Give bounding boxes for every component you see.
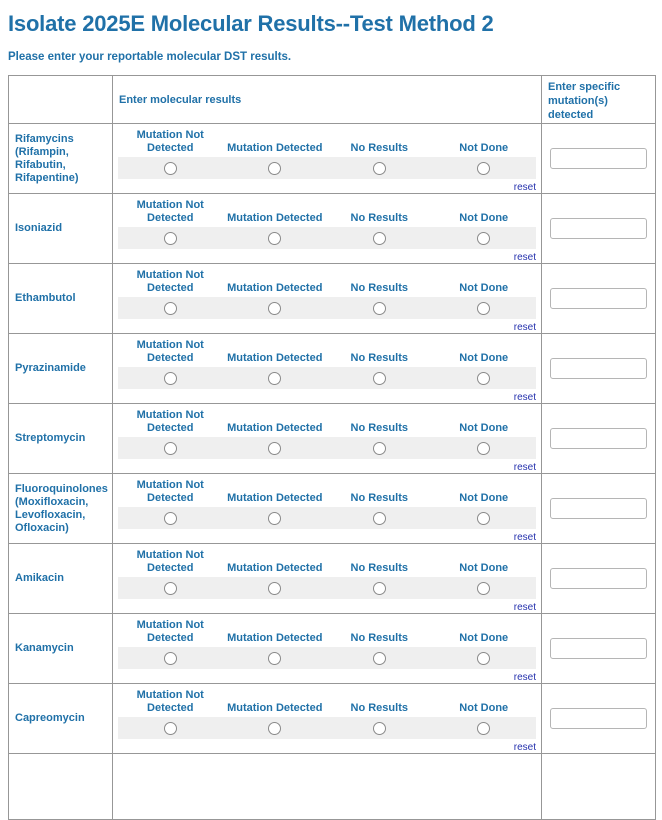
results-cell <box>113 754 542 820</box>
radio-cell <box>432 232 537 245</box>
option-label: Mutation Detected <box>227 562 323 574</box>
option-label: Not Done <box>459 142 509 154</box>
radio-strip <box>118 227 536 249</box>
radio-cell <box>118 302 223 315</box>
option-label: Mutation Not Detected <box>136 269 204 294</box>
mutation-input[interactable] <box>550 358 647 379</box>
radio-option[interactable] <box>164 512 177 525</box>
results-cell <box>113 404 542 474</box>
radio-strip <box>118 647 536 669</box>
reset-link[interactable]: reset <box>513 182 536 193</box>
mutation-input[interactable] <box>550 498 647 519</box>
option-label: Mutation Detected <box>227 492 323 504</box>
option-label: Mutation Detected <box>227 632 323 644</box>
radio-strip <box>118 157 536 179</box>
radio-cell <box>432 582 537 595</box>
mutation-cell <box>542 404 656 474</box>
radio-option[interactable] <box>164 442 177 455</box>
table-row <box>9 474 656 544</box>
radio-strip <box>118 577 536 599</box>
radio-option[interactable] <box>268 442 281 455</box>
option-label: Mutation Detected <box>227 702 323 714</box>
results-cell <box>113 334 542 404</box>
radio-cell <box>327 162 432 175</box>
option-labels <box>118 479 536 507</box>
radio-cell <box>327 582 432 595</box>
option-label: Not Done <box>459 702 509 714</box>
drug-name: Isoniazid <box>9 194 113 264</box>
option-label: Not Done <box>459 282 509 294</box>
radio-option[interactable] <box>164 302 177 315</box>
table-row <box>9 334 656 404</box>
radio-cell <box>432 162 537 175</box>
radio-option[interactable] <box>477 162 490 175</box>
radio-cell <box>432 372 537 385</box>
radio-cell <box>432 652 537 665</box>
radio-option[interactable] <box>373 162 386 175</box>
reset-link[interactable]: reset <box>513 672 536 683</box>
radio-cell <box>327 302 432 315</box>
option-labels <box>118 619 536 647</box>
reset-line <box>118 460 536 473</box>
mutation-input[interactable] <box>550 288 647 309</box>
radio-option[interactable] <box>477 442 490 455</box>
option-label: Mutation Detected <box>227 352 323 364</box>
radio-option[interactable] <box>373 722 386 735</box>
mutation-cell <box>542 334 656 404</box>
option-label: No Results <box>350 352 408 364</box>
radio-cell <box>432 512 537 525</box>
reset-link[interactable]: reset <box>513 392 536 403</box>
radio-option[interactable] <box>373 232 386 245</box>
radio-cell <box>118 162 223 175</box>
reset-line <box>118 670 536 683</box>
mutation-cell <box>542 124 656 194</box>
results-cell <box>113 614 542 684</box>
radio-strip <box>118 437 536 459</box>
mutation-input[interactable] <box>550 708 647 729</box>
option-label: No Results <box>350 632 408 644</box>
option-label: Mutation Not Detected <box>136 199 204 224</box>
table-row <box>9 264 656 334</box>
reset-link[interactable]: reset <box>513 322 536 333</box>
option-label: Not Done <box>459 352 509 364</box>
radio-cell <box>223 582 328 595</box>
option-label: Mutation Not Detected <box>136 619 204 644</box>
reset-link[interactable]: reset <box>513 742 536 753</box>
option-label: No Results <box>350 212 408 224</box>
option-label: Mutation Not Detected <box>136 479 204 504</box>
reset-line <box>118 530 536 543</box>
mutation-cell <box>542 264 656 334</box>
results-column-header: Enter molecular results <box>113 76 542 124</box>
option-labels <box>118 269 536 297</box>
radio-option[interactable] <box>164 652 177 665</box>
radio-cell <box>327 722 432 735</box>
mutation-input[interactable] <box>550 638 647 659</box>
reset-line <box>118 600 536 613</box>
reset-line <box>118 180 536 193</box>
mutation-cell <box>542 614 656 684</box>
option-label: Mutation Detected <box>227 142 323 154</box>
option-labels <box>118 129 536 157</box>
drug-name: Pyrazinamide <box>9 334 113 404</box>
drug-name: Amikacin <box>9 544 113 614</box>
radio-option[interactable] <box>268 162 281 175</box>
radio-cell <box>327 232 432 245</box>
radio-cell <box>223 512 328 525</box>
radio-strip <box>118 367 536 389</box>
results-cell <box>113 684 542 754</box>
option-label: Not Done <box>459 492 509 504</box>
option-labels <box>118 689 536 717</box>
radio-option[interactable] <box>268 652 281 665</box>
mutation-input[interactable] <box>550 218 647 239</box>
radio-option[interactable] <box>268 722 281 735</box>
results-cell <box>113 124 542 194</box>
radio-cell <box>432 442 537 455</box>
radio-cell <box>118 232 223 245</box>
reset-line <box>118 740 536 753</box>
radio-option[interactable] <box>477 722 490 735</box>
reset-line <box>118 320 536 333</box>
option-label: Not Done <box>459 212 509 224</box>
mutation-input[interactable] <box>550 568 647 589</box>
option-label: Mutation Not Detected <box>136 339 204 364</box>
drug-name: Capreomycin <box>9 684 113 754</box>
page-subtitle: Please enter your reportable molecular DST results. <box>8 51 292 63</box>
radio-cell <box>118 582 223 595</box>
mutation-cell <box>542 684 656 754</box>
reset-link[interactable]: reset <box>513 252 536 263</box>
option-label: Mutation Not Detected <box>136 409 204 434</box>
radio-option[interactable] <box>373 652 386 665</box>
radio-cell <box>223 162 328 175</box>
radio-option[interactable] <box>268 582 281 595</box>
radio-cell <box>327 442 432 455</box>
radio-cell <box>223 302 328 315</box>
mutation-cell <box>542 474 656 544</box>
reset-line <box>118 250 536 263</box>
option-labels <box>118 549 536 577</box>
option-label: No Results <box>350 282 408 294</box>
option-label: No Results <box>350 702 408 714</box>
radio-option[interactable] <box>164 722 177 735</box>
radio-option[interactable] <box>164 232 177 245</box>
option-label: Mutation Detected <box>227 422 323 434</box>
mutation-cell <box>542 754 656 820</box>
radio-option[interactable] <box>164 162 177 175</box>
radio-cell <box>118 722 223 735</box>
radio-option[interactable] <box>477 512 490 525</box>
table-row <box>9 124 656 194</box>
radio-strip <box>118 297 536 319</box>
radio-cell <box>327 652 432 665</box>
table-row <box>9 684 656 754</box>
mutation-cell <box>542 544 656 614</box>
table-row <box>9 404 656 474</box>
option-labels <box>118 199 536 227</box>
radio-option[interactable] <box>373 372 386 385</box>
molecular-results-table <box>8 75 656 820</box>
table-row <box>9 614 656 684</box>
radio-option[interactable] <box>373 582 386 595</box>
radio-option[interactable] <box>477 652 490 665</box>
option-label: Not Done <box>459 422 509 434</box>
radio-cell <box>223 722 328 735</box>
page-title: Isolate 2025E Molecular Results--Test Method 2 <box>8 11 494 36</box>
radio-option[interactable] <box>268 302 281 315</box>
table-row <box>9 194 656 264</box>
option-label: Mutation Not Detected <box>136 549 204 574</box>
option-labels <box>118 409 536 437</box>
results-cell <box>113 474 542 544</box>
radio-option[interactable] <box>477 302 490 315</box>
radio-strip <box>118 507 536 529</box>
radio-cell <box>432 302 537 315</box>
option-label: Mutation Detected <box>227 282 323 294</box>
table-row <box>9 544 656 614</box>
radio-option[interactable] <box>164 372 177 385</box>
radio-cell <box>327 372 432 385</box>
radio-option[interactable] <box>477 582 490 595</box>
drug-name: Fluoroquinolones (Moxifloxacin, Levofloxacin, Ofloxacin) <box>9 474 113 544</box>
option-label: No Results <box>350 422 408 434</box>
option-label: No Results <box>350 562 408 574</box>
drug-name: Streptomycin <box>9 404 113 474</box>
drug-column-header <box>9 76 113 124</box>
radio-cell <box>118 652 223 665</box>
results-cell <box>113 264 542 334</box>
radio-option[interactable] <box>373 442 386 455</box>
radio-cell <box>118 512 223 525</box>
radio-option[interactable] <box>477 232 490 245</box>
mutation-column-header: Enter specific mutation(s) detected <box>542 76 656 124</box>
drug-name <box>9 754 113 820</box>
reset-link[interactable]: reset <box>513 602 536 613</box>
option-label: Mutation Detected <box>227 212 323 224</box>
option-label: Mutation Not Detected <box>136 129 204 154</box>
option-label: No Results <box>350 492 408 504</box>
radio-option[interactable] <box>268 232 281 245</box>
radio-option[interactable] <box>268 512 281 525</box>
mutation-cell <box>542 194 656 264</box>
option-label: Mutation Not Detected <box>136 689 204 714</box>
radio-cell <box>327 512 432 525</box>
radio-cell <box>118 442 223 455</box>
reset-link[interactable]: reset <box>513 462 536 473</box>
radio-option[interactable] <box>164 582 177 595</box>
radio-strip <box>118 717 536 739</box>
drug-name: Ethambutol <box>9 264 113 334</box>
mutation-input[interactable] <box>550 428 647 449</box>
table-header-row <box>9 76 656 124</box>
results-cell <box>113 194 542 264</box>
radio-option[interactable] <box>373 302 386 315</box>
radio-cell <box>432 722 537 735</box>
radio-cell <box>118 372 223 385</box>
results-cell <box>113 544 542 614</box>
option-label: No Results <box>350 142 408 154</box>
radio-cell <box>223 442 328 455</box>
radio-option[interactable] <box>477 372 490 385</box>
results-table-body <box>9 124 656 820</box>
radio-cell <box>223 372 328 385</box>
drug-name: Kanamycin <box>9 614 113 684</box>
option-labels <box>118 339 536 367</box>
table-row <box>9 754 656 820</box>
radio-option[interactable] <box>268 372 281 385</box>
reset-line <box>118 390 536 403</box>
mutation-input[interactable] <box>550 148 647 169</box>
radio-cell <box>223 652 328 665</box>
option-label: Not Done <box>459 632 509 644</box>
radio-cell <box>223 232 328 245</box>
drug-name: Rifamycins (Rifampin, Rifabutin, Rifapentine) <box>9 124 113 194</box>
reset-link[interactable]: reset <box>513 532 536 543</box>
radio-option[interactable] <box>373 512 386 525</box>
option-label: Not Done <box>459 562 509 574</box>
